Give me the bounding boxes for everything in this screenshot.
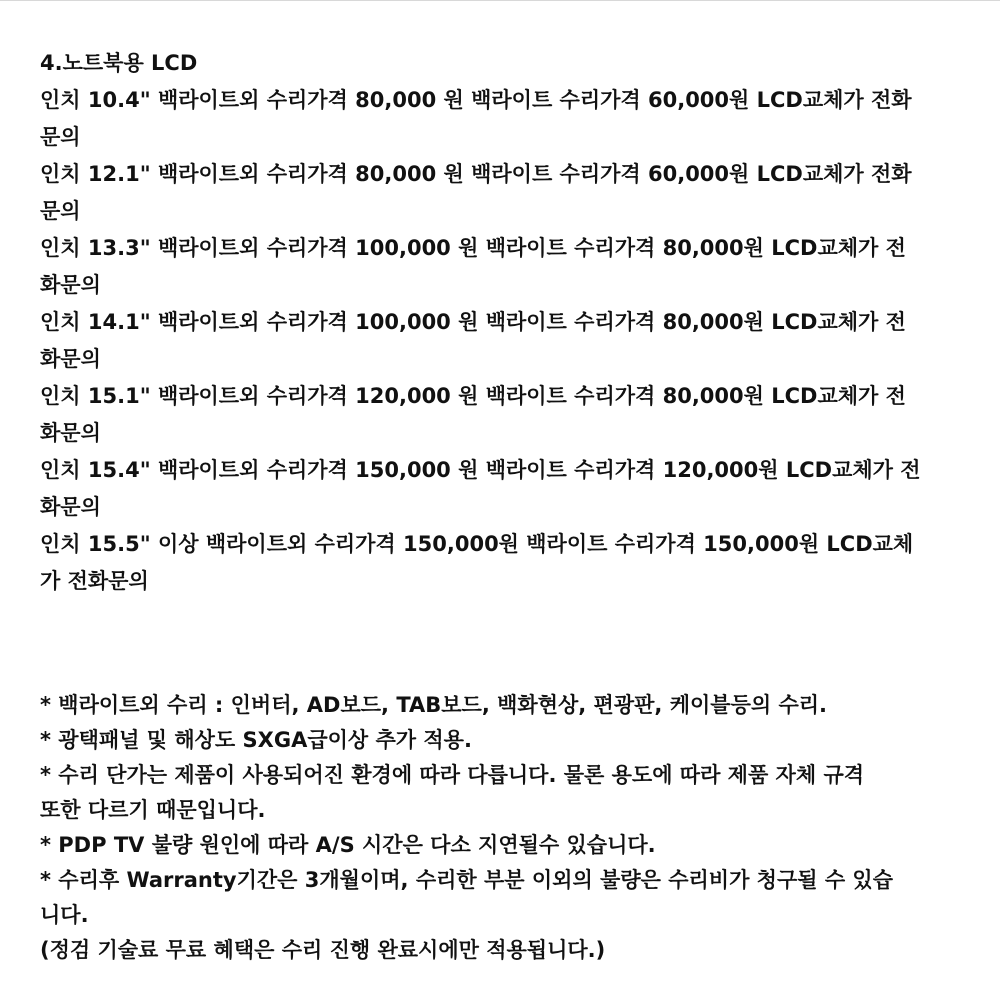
price-row-line: 인치 10.4" 백라이트외 수리가격 80,000 원 백라이트 수리가격 60,000원 LCD교체가 전화 [40,88,912,112]
price-row-line: 인치 15.5" 이상 백라이트외 수리가격 150,000원 백라이트 수리가격 150,000원 LCD교체 [40,532,914,556]
notes-section [40,688,980,968]
section-heading: 4.노트북용 LCD [40,51,198,75]
note-line: * 광택패널 및 해상도 SXGA급이상 추가 적용. [40,728,472,752]
price-row-line-wrap: 문의 [40,199,81,223]
price-row-line: 인치 13.3" 백라이트외 수리가격 100,000 원 백라이트 수리가격 80,000원 LCD교체가 전 [40,236,906,260]
note-line: * 수리후 Warranty기간은 3개월이며, 수리한 부분 이외의 불량은 수리비가 청구될 수 있습 [40,868,894,892]
note-line: 니다. [40,903,89,927]
price-row [40,452,980,526]
price-row [40,378,980,452]
note-line: (정검 기술료 무료 혜택은 수리 진행 완료시에만 적용됩니다.) [40,938,606,962]
price-row [40,82,980,156]
price-list-section [40,45,980,600]
page-top-border [0,0,1000,8]
price-row-line: 인치 14.1" 백라이트외 수리가격 100,000 원 백라이트 수리가격 80,000원 LCD교체가 전 [40,310,906,334]
price-row-line: 인치 15.4" 백라이트외 수리가격 150,000 원 백라이트 수리가격 120,000원 LCD교체가 전 [40,458,921,482]
price-row-line-wrap: 화문의 [40,495,101,519]
price-row [40,526,980,600]
price-row-line-wrap: 문의 [40,125,81,149]
note-line: * 백라이트외 수리 : 인버터, AD보드, TAB보드, 백화현상, 편광판, 케이블등의 수리. [40,693,827,717]
note-line: * 수리 단가는 제품이 사용되어진 환경에 따라 다릅니다. 물론 용도에 따라 제품 자체 규격 [40,763,865,787]
price-row [40,156,980,230]
price-row [40,304,980,378]
price-row-line-wrap: 화문의 [40,347,101,371]
price-row-line: 인치 12.1" 백라이트외 수리가격 80,000 원 백라이트 수리가격 60,000원 LCD교체가 전화 [40,162,912,186]
price-row-line-wrap: 가 전화문의 [40,569,149,593]
price-row-line-wrap: 화문의 [40,273,101,297]
note-line: * PDP TV 불량 원인에 따라 A/S 시간은 다소 지연될수 있습니다. [40,833,656,857]
price-row [40,230,980,304]
price-row-line: 인치 15.1" 백라이트외 수리가격 120,000 원 백라이트 수리가격 80,000원 LCD교체가 전 [40,384,906,408]
note-line: 또한 다르기 때문입니다. [40,798,266,822]
price-row-line-wrap: 화문의 [40,421,101,445]
